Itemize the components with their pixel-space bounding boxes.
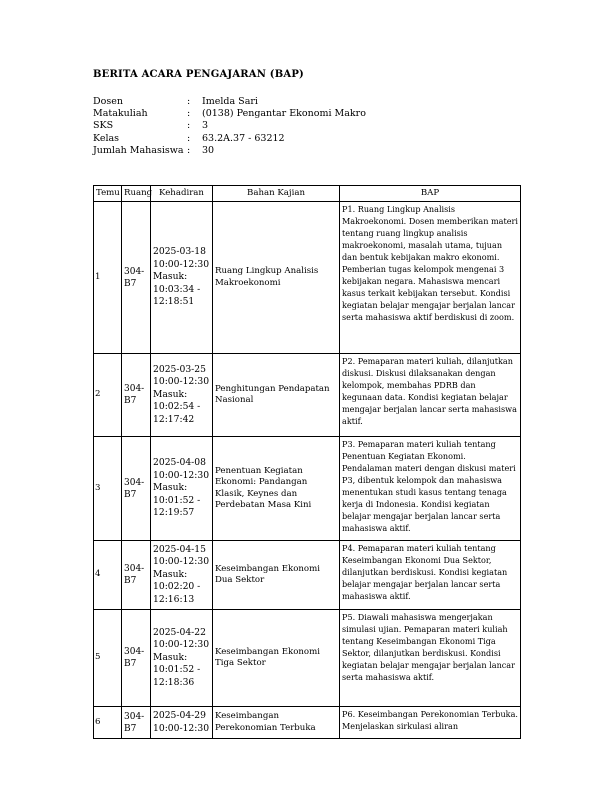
table-row <box>94 437 521 541</box>
info-label: Jumlah Mahasiswa <box>93 144 184 156</box>
info-label: Matakuliah <box>93 108 148 120</box>
cell-bahan-kajian: Keseimbangan Perekonomian Terbuka <box>213 707 340 739</box>
info-label: SKS <box>93 120 114 132</box>
cell-ruang: 304- B7 <box>122 354 151 437</box>
cell-ruang: 304- B7 <box>122 541 151 610</box>
header-bap: BAP <box>340 186 521 202</box>
cell-temu: 4 <box>94 541 122 610</box>
cell-bap: P5. Diawali mahasiswa mengerjakan simulasi ujian. Pemaparan materi kuliah tentang Keseimbangan Ekonomi Tiga Sektor, dilanjutkan berdiskusi. Kondisi kegiatan belajar mengajar berjalan lancar serta mahasiswa aktif. <box>340 610 521 707</box>
table-header-row <box>94 186 521 202</box>
cell-temu: 2 <box>94 354 122 437</box>
info-value: 63.2A.37 - 63212 <box>202 132 285 144</box>
header-kehadiran: Kehadiran <box>151 186 213 202</box>
cell-bahan-kajian: Keseimbangan Ekonomi Tiga Sektor <box>213 610 340 707</box>
document-title: BERITA ACARA PENGAJARAN (BAP) <box>93 69 304 80</box>
cell-bahan-kajian: Keseimbangan Ekonomi Dua Sektor <box>213 541 340 610</box>
cell-bahan-kajian: Penentuan Kegiatan Ekonomi: Pandangan Klasik, Keynes dan Perdebatan Masa Kini <box>213 437 340 541</box>
cell-kehadiran: 2025-04-22 10:00-12:30 Masuk: 10:01:52 - 12:18:36 <box>151 610 213 707</box>
bap-table <box>93 185 521 739</box>
info-value: 30 <box>202 144 215 156</box>
cell-bap: P2. Pemaparan materi kuliah, dilanjutkan diskusi. Diskusi dilaksanakan dengan kelompok, membahas PDRB dan kegunaan data. Kondisi kegiatan belajar mengajar berjalan lancar serta mahasiswa aktif. <box>340 354 521 437</box>
info-value: (0138) Pengantar Ekonomi Makro <box>202 108 366 120</box>
table-row <box>94 610 521 707</box>
cell-bap: P3. Pemaparan materi kuliah tentang Penentuan Kegiatan Ekonomi. Pendalaman materi dengan diskusi materi P3, dibentuk kelompok dan mahasiswa menentukan studi kasus tentang tenaga kerja di Indonesia. Kondisi kegiatan belajar mengajar berjalan lancar serta mahasiswa aktif. <box>340 437 521 541</box>
cell-kehadiran: 2025-04-08 10:00-12:30 Masuk: 10:01:52 - 12:19:57 <box>151 437 213 541</box>
info-label: Dosen <box>93 96 123 107</box>
course-info <box>93 96 366 157</box>
cell-temu: 3 <box>94 437 122 541</box>
cell-bap: P4. Pemaparan materi kuliah tentang Keseimbangan Ekonomi Dua Sektor, dilanjutkan berdiskusi. Kondisi kegiatan belajar mengajar berjalan lancar serta mahasiswa aktif. <box>340 541 521 610</box>
table-row <box>94 707 521 739</box>
cell-bap: P6. Keseimbangan Perekonomian Terbuka. Menjelaskan sirkulasi aliran <box>340 707 521 739</box>
info-row-sks: SKS : 3 <box>93 120 209 132</box>
cell-bap: P1. Ruang Lingkup Analisis Makroekonomi. Dosen memberikan materi tentang ruang lingkup analisis makroekonomi, masalah utama, tujuan dan bentuk kebijakan makro ekonomi. Pemberian tugas kelompok mengenai 3 kebijakan negara. Mahasiswa mencari kasus terkait kebijakan tersebut. Kondisi kegiatan belajar mengajar berjalan lancar serta mahasiswa aktif berdiskusi di zoom. <box>340 202 521 354</box>
info-row-jumlah-mahasiswa: Jumlah Mahasiswa : 30 <box>93 144 215 156</box>
cell-ruang: 304- B7 <box>122 202 151 354</box>
table-row <box>94 354 521 437</box>
table-row <box>94 202 521 354</box>
header-temu: Temu <box>94 186 122 202</box>
cell-kehadiran: 2025-04-29 10:00-12:30 <box>151 707 213 739</box>
cell-temu: 1 <box>94 202 122 354</box>
table-row <box>94 541 521 610</box>
header-bahan-kajian: Bahan Kajian <box>213 186 340 202</box>
cell-bahan-kajian: Ruang Lingkup Analisis Makroekonomi <box>213 202 340 354</box>
info-row-dosen: Dosen : Imelda Sari <box>93 96 258 107</box>
cell-bahan-kajian: Penghitungan Pendapatan Nasional <box>213 354 340 437</box>
cell-kehadiran: 2025-03-25 10:00-12:30 Masuk: 10:02:54 - 12:17:42 <box>151 354 213 437</box>
info-value: Imelda Sari <box>202 96 258 107</box>
cell-ruang: 304- B7 <box>122 610 151 707</box>
info-label: Kelas <box>93 132 120 144</box>
cell-temu: 5 <box>94 610 122 707</box>
info-value: 3 <box>202 120 209 132</box>
cell-ruang: 304- B7 <box>122 707 151 739</box>
info-row-kelas: Kelas : 63.2A.37 - 63212 <box>93 132 285 144</box>
info-row-matakuliah: Matakuliah : (0138) Pengantar Ekonomi Makro <box>93 108 366 120</box>
cell-temu: 6 <box>94 707 122 739</box>
header-ruang: Ruang <box>122 186 151 202</box>
cell-kehadiran: 2025-04-15 10:00-12:30 Masuk: 10:02:20 - 12:16:13 <box>151 541 213 610</box>
cell-kehadiran: 2025-03-18 10:00-12:30 Masuk: 10:03:34 - 12:18:51 <box>151 202 213 354</box>
cell-ruang: 304- B7 <box>122 437 151 541</box>
